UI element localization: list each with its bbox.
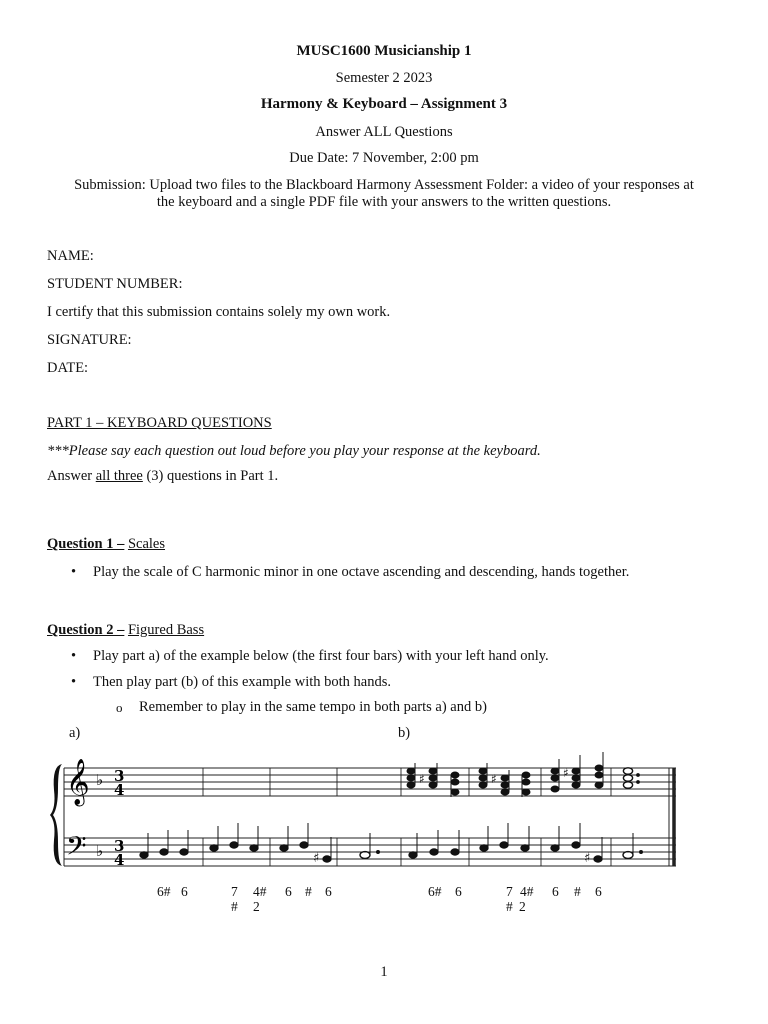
sharp-icon: ♯ [491,772,497,786]
figure-top: # [305,884,312,899]
figure-top: 6 [595,884,602,899]
half-note-head [360,852,370,859]
dot [640,851,643,854]
semester: Semester 2 2023 [335,70,433,86]
note-head [551,845,559,851]
treble-staff [64,768,676,796]
bullet-icon: • [71,564,77,580]
figure-top: 6 [552,884,559,899]
part1-title: PART 1 – KEYBOARD QUESTIONS [47,415,272,431]
figure-top: 6# [157,884,171,899]
note-head [160,849,168,855]
sharp-icon: ♯ [563,766,569,780]
sharp-icon: ♯ [419,772,425,786]
figure-top: # [574,884,581,899]
bullet-icon: • [71,674,77,690]
part1-note: ***Please say each question out loud before you play your response at the keyboard. [47,443,541,459]
score-label-a: a) [69,725,81,741]
sub-bullet-icon: o [116,700,123,715]
bass-clef-icon: 𝄢 [66,830,87,868]
question-2-bullet-2: Then play part (b) of this example with both hands. [93,674,391,690]
question-1-topic: Scales [127,536,166,552]
instruction: Answer ALL Questions [315,124,453,140]
figure-top: 4# [520,884,534,899]
note-head [451,849,459,855]
note-head [250,845,258,851]
note-head [480,845,488,851]
figure-top: 7 [231,884,238,899]
note-head [300,842,308,848]
question-2-bullet-1: Play part a) of the example below (the first four bars) with your left hand only. [93,648,549,664]
flat-key-signature-icon: ♭ [96,842,104,860]
name-field-label: NAME: [47,248,94,264]
figure-top: 4# [253,884,267,899]
note-head [572,842,580,848]
flat-key-signature-icon: ♭ [96,771,104,789]
question-1-bullet: Play the scale of C harmonic minor in one octave ascending and descending, hands together. [93,564,630,580]
time-signature-top: 3 [114,767,125,785]
note-head [210,845,218,851]
note-head [230,842,238,848]
figure-top: 6# [428,884,442,899]
figure-top: 6 [455,884,462,899]
date-label: DATE: [47,360,89,376]
bullet-icon: • [71,648,77,664]
bass-notes [140,823,643,866]
figure-top: 6 [285,884,292,899]
figure-bottom: # [231,899,238,914]
submission-line-2: the keyboard and a single PDF file with your answers to the written questions. [156,194,612,210]
note-head [500,842,508,848]
time-signature-top: 3 [114,837,125,855]
question-2-heading [47,622,204,639]
note-head [430,849,438,855]
figure-bottom: 2 [253,899,260,914]
signature-label: SIGNATURE: [47,332,132,348]
figure-top: 6 [181,884,188,899]
time-signature-bottom: 4 [114,851,125,869]
treble-chords [407,752,639,797]
answer-post: (3) questions in Part 1. [142,468,279,484]
treble-clef-icon: 𝄞 [66,759,90,805]
submission-line-1: Submission: Upload two files to the Blackboard Harmony Assessment Folder: a video of your responses at [74,177,694,193]
note-head [140,852,148,858]
dot [377,851,380,854]
assignment-title: Harmony & Keyboard – Assignment 3 [260,96,508,112]
score-label-b: b) [398,725,411,741]
note-head [409,852,417,858]
figure-top: 7 [506,884,513,899]
brace-icon [50,764,62,866]
page-number: 1 [380,964,388,980]
figure-bottom: # [506,899,513,914]
sharp-icon: ♯ [313,851,320,866]
music-score [0,740,768,880]
answer-emphasis: all three [95,468,143,484]
question-2-label: Question 2 – [47,622,125,638]
answer-pre: Answer [47,468,96,484]
time-signature-bottom: 4 [114,781,125,799]
figure-top: 6 [325,884,332,899]
note-head [594,856,602,862]
certification-statement: I certify that this submission contains solely my own work. [47,304,391,320]
note-head [180,849,188,855]
note-head [280,845,288,851]
note-head [521,845,529,851]
figure-bottom: 2 [519,899,526,914]
course-title: MUSC1600 Musicianship 1 [296,43,472,59]
half-note-head [623,852,633,859]
sharp-icon: ♯ [584,851,591,866]
due-date: Due Date: 7 November, 2:00 pm [289,150,479,166]
question-2-topic: Figured Bass [127,622,205,638]
question-1-label: Question 1 – [47,536,125,552]
part1-answer-instruction [47,468,278,485]
question-2-sub-bullet: Remember to play in the same tempo in both parts a) and b) [139,699,487,715]
question-1-heading [47,536,165,553]
note-head [323,856,331,862]
student-number-label: STUDENT NUMBER: [47,276,183,292]
